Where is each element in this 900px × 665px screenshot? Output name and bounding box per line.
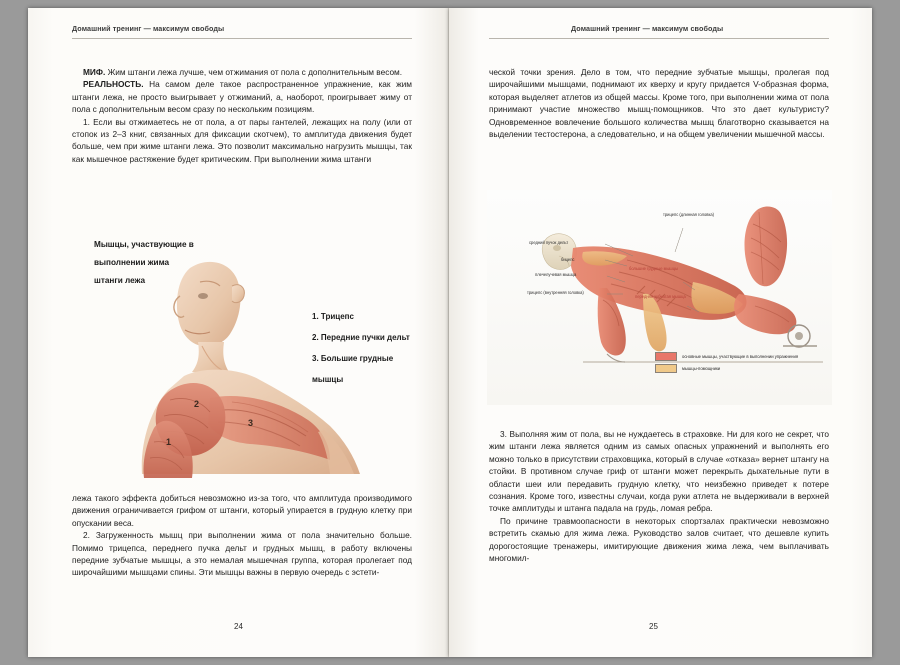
paragraph-reality	[72, 78, 412, 115]
reality-lead: РЕАЛЬНОСТЬ.	[83, 79, 144, 90]
paragraph-continued: лежа такого эффекта добиться невозможно из-за того, что амплитуда производимого движения ограничивается грифом от штанги, который упирается в грудную клетку при опускании веса.	[72, 493, 412, 528]
figure-bench-press-muscles	[72, 230, 417, 480]
pushup-figure-legend	[655, 352, 798, 376]
paragraph-myth	[72, 66, 412, 78]
label-triceps-long-head: трицепс (длинная головка)	[663, 212, 714, 217]
label-pectorals: большие грудные мышцы	[629, 266, 679, 271]
legend-row-main-muscles	[655, 352, 798, 361]
svg-text:3: 3	[248, 418, 254, 428]
svg-text:1: 1	[166, 437, 172, 447]
paragraph-point-2: 2. Загруженность мышц при выполнении жима от пола значительно больше. Помимо трицепса, переднего пучка дельт и грудных мышц, в работу включены передние зубчатые мышцы, а это немалая мышечная группа, которая пролегает под широчайшими мышцами спины. Эти мышцы важны в первую очередь с эстети-	[72, 530, 412, 578]
header-rule-left	[72, 38, 412, 39]
legend-item-pectorals: 3. Большие грудные мышцы	[312, 354, 394, 384]
label-triceps-inner-head: трицепс (внутренняя головка)	[527, 290, 584, 295]
right-page-body-top	[489, 66, 829, 140]
running-head-left: Домашний тренинг — максимум свободы	[72, 24, 225, 33]
left-page-body-bottom	[72, 492, 412, 579]
folio-left: 24	[234, 622, 243, 631]
label-serratus-anterior: передняя зубчатая мышца	[635, 294, 686, 299]
running-head-right: Домашний тренинг — максимум свободы	[571, 24, 724, 33]
left-page	[28, 8, 449, 657]
right-page-body-bottom	[489, 428, 829, 564]
reality-text: На самом деле такое распространенное упражнение, как жим штанги лежа, не просто выигрывает у отжиманий, а, наоборот, проигрывает жиму от пола с дополнительным весом сразу по нескольким позициям.	[72, 79, 412, 115]
paragraph-point-3: 3. Выполняя жим от пола, вы не нуждаетесь в страховке. Ни для кого не секрет, что жим штанги лежа является одним из самых опасных упражнений и выполнять его можно только в присутствии страховщика, который в случае «отказа» вернет штангу на стойки. В противном случае гриф от штанги может перекрыть дыхательные пути в области шеи или передавить грудную клетку, что неизбежно приведет к потере сознания. Кроме того, известны случаи, когда руки атлета не выдерживали в верхней точке амплитуды и штанга падала на грудь, ломая ребра.	[489, 429, 829, 514]
figure-left-caption-line-2: выполнении жима	[94, 258, 170, 267]
legend-main-muscles-label: основные мышцы, участвующие в выполнении упражнения	[682, 353, 799, 359]
label-biceps: бицепс	[561, 257, 575, 262]
svg-text:2: 2	[194, 399, 200, 409]
right-page	[449, 8, 872, 657]
figure-left-caption-line-1: Мышцы, участвующие в	[94, 240, 194, 249]
figure-pushup-muscles	[487, 190, 832, 405]
label-middle-delt: средний пучок дельт	[529, 240, 569, 245]
figure-left-caption-line-3: штанги лежа	[94, 276, 146, 285]
folio-right: 25	[649, 622, 658, 631]
paragraph-aesthetics: ческой точки зрения. Дело в том, что передние зубчатые мышцы, пролегая под широчайшими мышцами, поднимают их кверху и кругу придается V-образная форма, которая выделяет атлетов из общей массы. Кроме того, при выполнении жима от пола принимают участие множество мышц-помощников. Что это дает культуристу? Одновременное вовлечение большого количества мышц благотворно сказывается на выделении тестостерона, а следовательно, и на общем увеличении мышечной массы.	[489, 67, 829, 140]
swatch-helper-muscles-icon	[655, 364, 677, 373]
myth-text: Жим штанги лежа лучше, чем отжимания от пола с дополнительным весом.	[105, 67, 403, 77]
swatch-main-muscles-icon	[655, 352, 677, 361]
header-rule-right	[489, 38, 829, 39]
legend-row-helper-muscles	[655, 364, 798, 373]
paragraph-gym-safety: По причине травмоопасности в некоторых спортзалах практически невозможно встретить скамью для жима лежа. Руководство залов считает, что дешевле купить дорогостоящие тренажеры, имитирующие движения жима лежа, чем выплачивать многомил-	[489, 515, 829, 564]
myth-lead: МИФ.	[83, 67, 106, 77]
legend-item-front-delts: 2. Передние пучки дельт	[312, 333, 410, 342]
paragraph-point-1: 1. Если вы отжимаетесь не от пола, а от пары гантелей, лежащих на полу (или от стопок из 2–3 книг, связанных для фиксации скотчем), то амплитуда движения будет больше, чем при жиме штанги лежа. Это позволит максимально нагрузить мышцы, так как мышечное растяжение будет критическим. При выполнении жима штанги	[72, 116, 412, 164]
legend-helper-muscles-label: мышцы-помощники	[682, 365, 721, 371]
figure-left-legend	[312, 306, 417, 390]
left-page-body-top	[72, 66, 412, 165]
label-brachioradialis: плечелучевая мышца	[535, 272, 577, 277]
legend-item-triceps: 1. Трицепс	[312, 312, 354, 321]
